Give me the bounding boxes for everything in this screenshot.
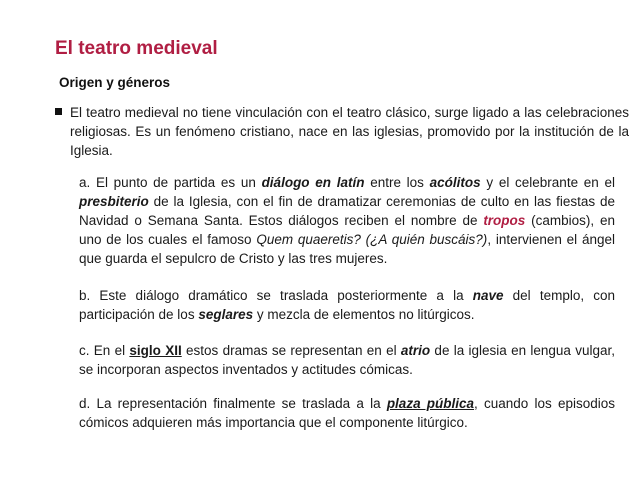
- item-a-keyword-dialogo: diálogo en latín: [261, 175, 365, 190]
- item-b-keyword-seglares: seglares: [198, 307, 254, 322]
- item-b-text-3: y mezcla de elementos no litúrgicos.: [253, 307, 475, 322]
- list-item-b: [79, 286, 615, 324]
- item-c-text-2: estos dramas se representan en el: [181, 343, 401, 358]
- item-a-text-1: a. El punto de partida es un: [79, 175, 262, 190]
- item-a-keyword-tropos: tropos: [483, 213, 526, 228]
- item-a-text-6: , intervienen el ángel que guarda el sepulcro de Cristo y las tres mujeres.: [79, 232, 615, 266]
- intro-text: El teatro medieval no tiene vinculación con el teatro clásico, surge ligado a las celebraciones religiosas. Es un fenómeno cristiano, nace en las iglesias, promovido por la institución de la Iglesia.: [70, 105, 629, 158]
- item-a-text-4: de la Iglesia, con el fin de dramatizar ceremonias de culto en las fiestas de Navidad o Semana Santa. Estos diálogos reciben el nombre de: [79, 194, 615, 228]
- item-a-keyword-presbiterio: presbiterio: [79, 194, 149, 209]
- item-b-text-2: del templo, con participación de los: [79, 288, 615, 322]
- item-b-text-1: b. Este diálogo dramático se traslada posteriormente a la: [79, 288, 473, 303]
- item-d-text-1: d. La representación finalmente se traslada a la: [79, 396, 387, 411]
- item-d-text-2: , cuando los episodios cómicos adquieren más importancia que el componente litúrgico.: [79, 396, 615, 430]
- item-a-text-3: y el celebrante en el: [480, 175, 616, 190]
- item-c-keyword-siglo: siglo XII: [129, 343, 182, 358]
- list-item-d: [79, 394, 615, 432]
- item-d-keyword-plaza: plaza pública: [386, 396, 475, 411]
- item-a-text-2: entre los: [364, 175, 430, 190]
- item-a-keyword-quem: Quem quaeretis? (¿A quién buscáis?): [256, 232, 488, 247]
- square-bullet-icon: [55, 108, 62, 115]
- slide-subtitle: Origen y géneros: [59, 75, 171, 90]
- item-c-text-1: c. En el: [79, 343, 130, 358]
- slide-title: El teatro medieval: [55, 38, 218, 59]
- list-item-c: [79, 341, 615, 379]
- item-c-keyword-atrio: atrio: [400, 343, 431, 358]
- list-item-a: [79, 173, 615, 268]
- item-c-text-3: de la iglesia en lengua vulgar, se incorporan aspectos inventados y actitudes cómicas.: [79, 343, 616, 377]
- item-a-text-5: (cambios), en uno de los cuales el famoso: [79, 213, 616, 247]
- item-b-keyword-nave: nave: [472, 288, 504, 303]
- intro-paragraph: [55, 103, 629, 160]
- item-a-keyword-acolitos: acólitos: [429, 175, 481, 190]
